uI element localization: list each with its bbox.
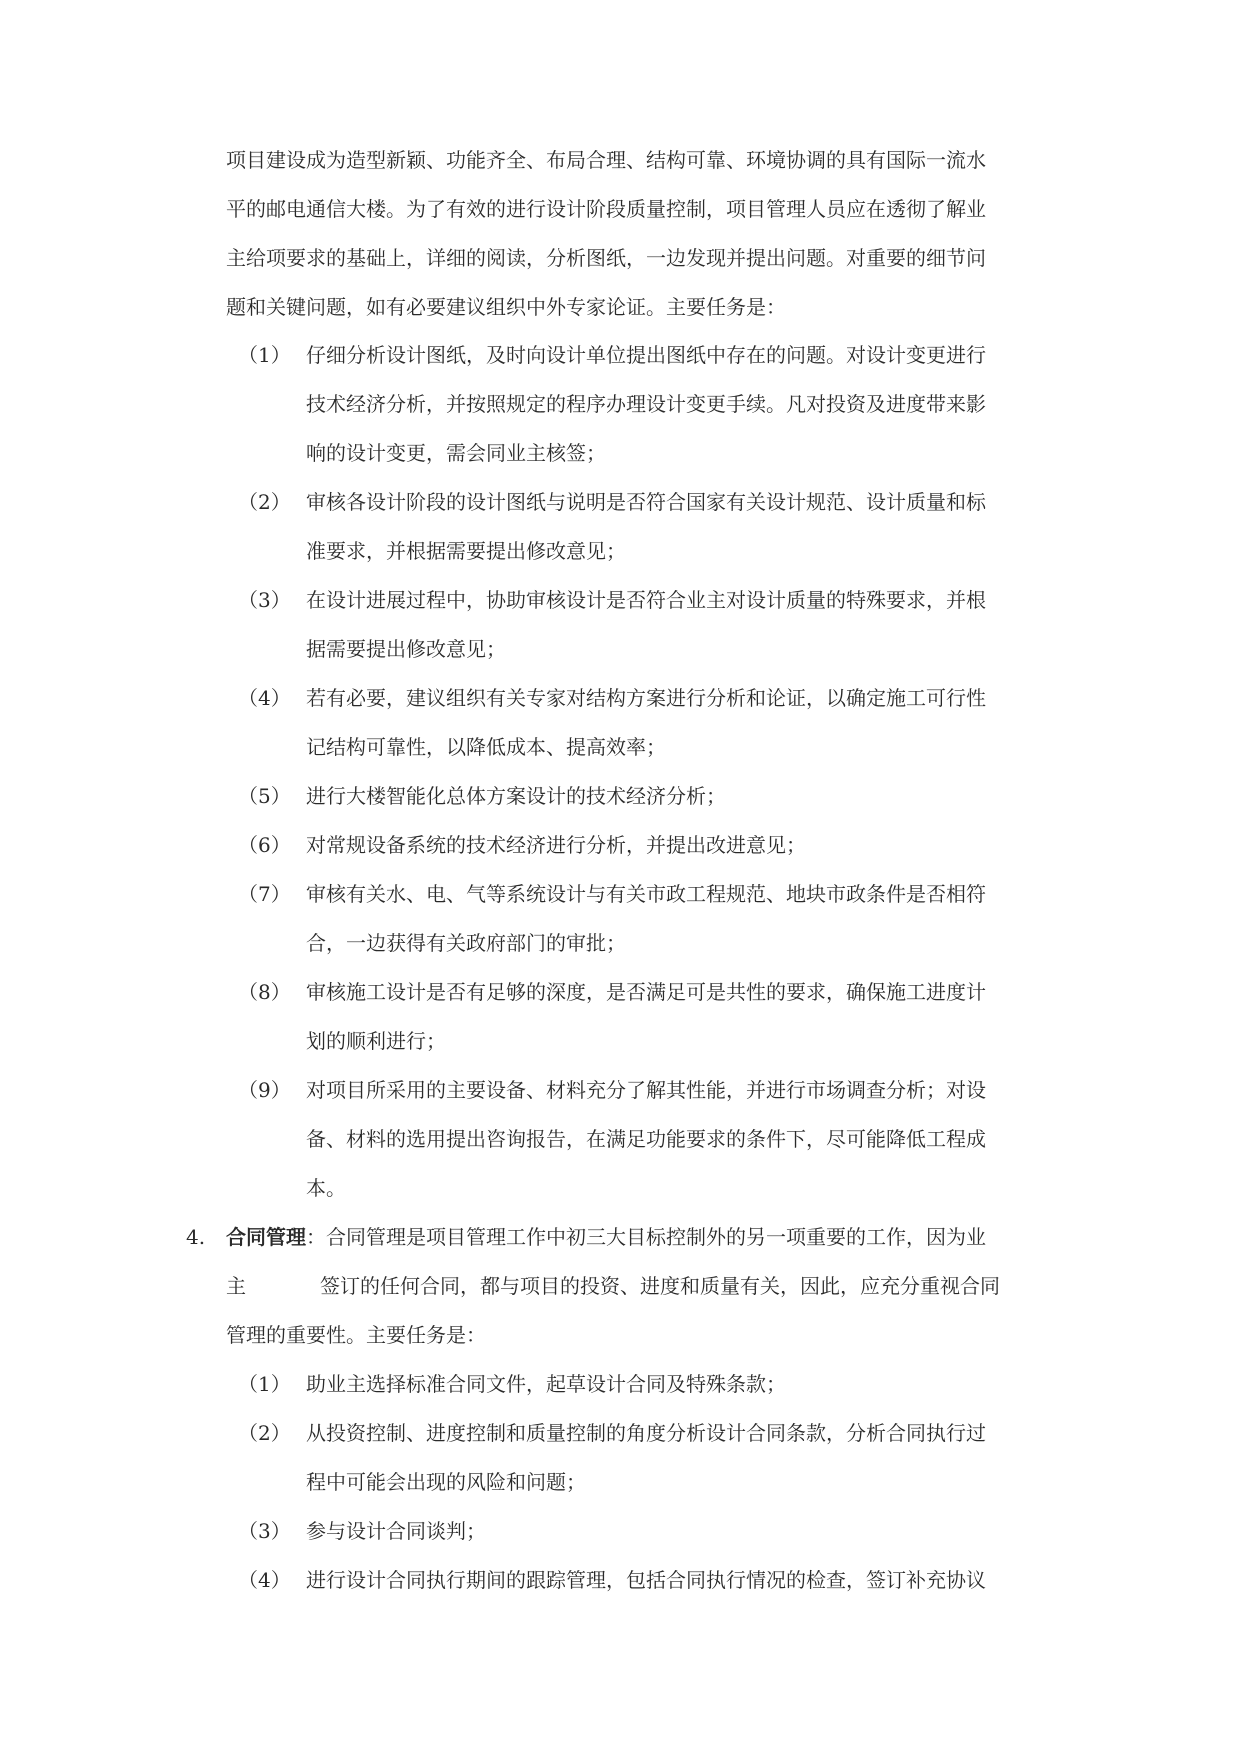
list-item-label: （8） — [238, 980, 291, 1004]
list-item-text: 对常规设备系统的技术经济进行分析，并提出改进意见； — [306, 833, 806, 857]
section-title: 合同管理 — [226, 1225, 306, 1249]
intro-line: 题和关键问题，如有必要建议组织中外专家论证。主要任务是： — [226, 295, 786, 319]
list-item-text: 审核有关水、电、气等系统设计与有关市政工程规范、地块市政条件是否相符 — [306, 882, 986, 906]
list-item-label: （9） — [238, 1078, 291, 1102]
list-item-text: 若有必要，建议组织有关专家对结构方案进行分析和论证，以确定施工可行性 — [306, 686, 986, 710]
list-item-text: 对项目所采用的主要设备、材料充分了解其性能，并进行市场调查分析；对设 — [306, 1078, 986, 1102]
section-line: 管理的重要性。主要任务是： — [226, 1323, 486, 1347]
list-item-text: 程中可能会出现的风险和问题； — [306, 1470, 586, 1494]
list-item-text: 响的设计变更，需会同业主核签； — [306, 441, 606, 465]
list-item-label: （5） — [238, 784, 291, 808]
list-item-label: （4） — [238, 1568, 291, 1592]
list-item-label: （3） — [238, 588, 291, 612]
section-text: 主 — [226, 1274, 246, 1298]
list-item-text: 仔细分析设计图纸，及时向设计单位提出图纸中存在的问题。对设计变更进行 — [306, 343, 986, 367]
list-item-label: （2） — [238, 490, 291, 514]
list-item-label: （7） — [238, 882, 291, 906]
list-item-text: 进行设计合同执行期间的跟踪管理，包括合同执行情况的检查，签订补充协议 — [306, 1568, 986, 1592]
list-item-label: （1） — [238, 1372, 291, 1396]
list-item-text: 助业主选择标准合同文件，起草设计合同及特殊条款； — [306, 1372, 786, 1396]
list-item-text: 进行大楼智能化总体方案设计的技术经济分析； — [306, 784, 726, 808]
list-item-text: 从投资控制、进度控制和质量控制的角度分析设计合同条款，分析合同执行过 — [306, 1421, 986, 1445]
section-number: 4. — [186, 1225, 206, 1249]
list-item-text: 本。 — [306, 1176, 346, 1200]
section-text: ：合同管理是项目管理工作中初三大目标控制外的另一项重要的工作，因为业 — [306, 1225, 986, 1249]
intro-line: 平的邮电通信大楼。为了有效的进行设计阶段质量控制，项目管理人员应在透彻了解业 — [226, 197, 986, 221]
list-item-text: 备、材料的选用提出咨询报告，在满足功能要求的条件下，尽可能降低工程成 — [306, 1127, 986, 1151]
intro-line: 主给项要求的基础上，详细的阅读，分析图纸，一边发现并提出问题。对重要的细节问 — [226, 246, 986, 270]
list-item-text: 准要求，并根据需要提出修改意见； — [306, 539, 626, 563]
section-heading-line — [226, 1225, 986, 1249]
section-line — [226, 1274, 1000, 1298]
list-item-label: （3） — [238, 1519, 291, 1543]
list-item-label: （2） — [238, 1421, 291, 1445]
list-item-text: 在设计进展过程中，协助审核设计是否符合业主对设计质量的特殊要求，并根 — [306, 588, 986, 612]
list-item-text: 审核施工设计是否有足够的深度，是否满足可是共性的要求，确保施工进度计 — [306, 980, 986, 1004]
section-text: 签订的任何合同，都与项目的投资、进度和质量有关，因此，应充分重视合同 — [320, 1274, 1000, 1298]
intro-line: 项目建设成为造型新颖、功能齐全、布局合理、结构可靠、环境协调的具有国际一流水 — [226, 148, 986, 172]
list-item-text: 划的顺利进行； — [306, 1029, 446, 1053]
list-item-text: 合，一边获得有关政府部门的审批； — [306, 931, 626, 955]
list-item-label: （6） — [238, 833, 291, 857]
list-item-label: （4） — [238, 686, 291, 710]
list-item-text: 记结构可靠性，以降低成本、提高效率； — [306, 735, 666, 759]
list-item-text: 参与设计合同谈判； — [306, 1519, 486, 1543]
list-item-text: 技术经济分析，并按照规定的程序办理设计变更手续。凡对投资及进度带来影 — [306, 392, 986, 416]
list-item-label: （1） — [238, 343, 291, 367]
list-item-text: 审核各设计阶段的设计图纸与说明是否符合国家有关设计规范、设计质量和标 — [306, 490, 986, 514]
list-item-text: 据需要提出修改意见； — [306, 637, 506, 661]
